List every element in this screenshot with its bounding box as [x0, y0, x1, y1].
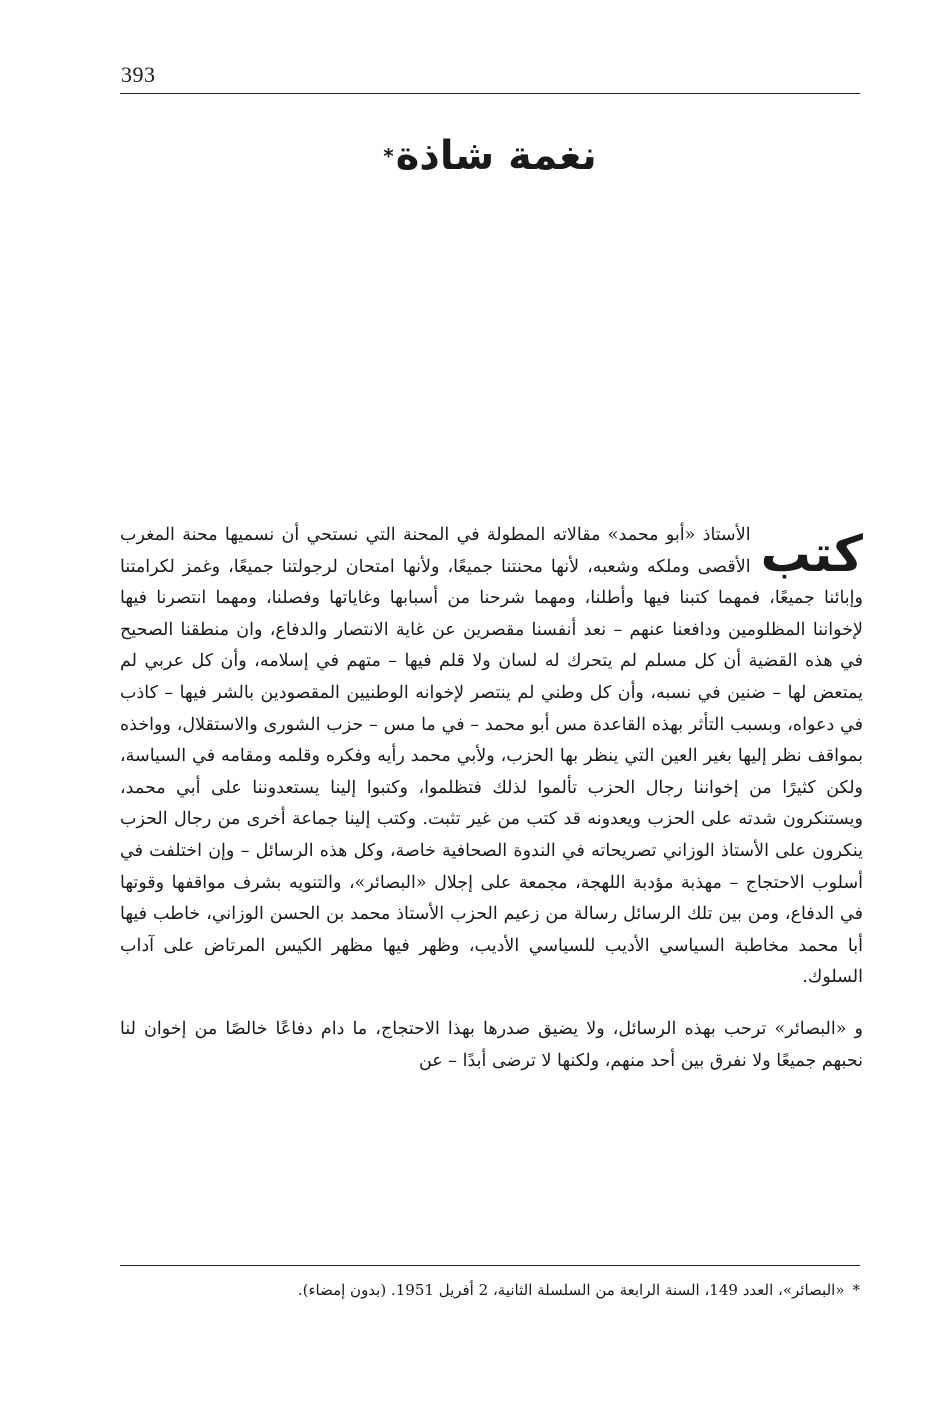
article-body [120, 520, 863, 1077]
article-title [120, 128, 860, 184]
paragraph-1 [120, 520, 863, 994]
article-title-text: نغمة شاذة [395, 133, 597, 179]
paragraph-1-text: الأستاذ «أبو محمد» مقالاته المطولة في المحنة التي نستحي أن نسميها محنة المغرب الأقصى وملكه وشعبه، لأنها محنتنا جميعًا، ولأنها امتحان لرجولتنا جميعًا، وغمز لكرامتنا وإبائنا جميعًا، فمهما كتبنا فيها وأطلنا، ومهما شرحنا من أسبابها وغاياتها وفصلنا، ومهما انتصرنا فيها لإخواننا المظلومين ودافعنا عنهم – نعد أنفسنا مقصرين عن غاية الانتصار والدفاع، وان منطقنا الصحيح في هذه القضية أن كل مسلم لم يتحرك له لسان ولا قلم فيها – متهم في إسلامه، وأن كل عربي لم يمتعض لها – ضنين في نسبه، وأن كل وطني لم ينتصر لإخوانه الوطنيين المقصودين بالشر فيها – كاذب في دعواه، وبسبب التأثر بهذه القاعدة مس أبو محمد – في ما مس – حزب الشورى والاستقلال، وواخذه بمواقف نظر إليها بغير العين التي ينظر بها الحزب، ولأبي محمد رأيه وفكره وقلمه ومقامه في السياسة، ولكن كثيرًا من إخواننا رجال الحزب تألموا لذلك فتظلموا، وكتبوا إلينا يستعدوننا على أبي محمد، ويستنكرون شدته على الحزب ويعدونه قد كتب من غير تثبت. وكتب إلينا جماعة أخرى من رجال الحزب ينكرون على الأستاذ الوزاني تصريحاته في الندوة الصحافية خاصة، وكل هذه الرسائل – وإن اختلفت في أسلوب الاحتجاج – مهذبة مؤدبة اللهجة، مجمعة على إجلال «البصائر»، والتنويه بشرف مواقفها وقوتها في الدفاع، ومن بين تلك الرسائل رسالة من زعيم الحزب الأستاذ محمد بن الحسن الوزاني، خاطب فيها أبا محمد مخاطبة السياسي الأديب للسياسي الأديب، وظهر فيها مظهر الكيس المرتاض على آداب السلوك. [120, 525, 863, 988]
header-rule [120, 93, 860, 94]
footnote [120, 1278, 860, 1302]
footnote-rule [120, 1265, 860, 1266]
footnote-text: «البصائر»، العدد 149، السنة الرابعة من السلسلة الثانية، 2 أفريل 1951. (بدون إمضاء). [297, 1281, 845, 1299]
title-footnote-marker: * [383, 144, 394, 168]
page-number: 393 [121, 62, 156, 87]
footnote-marker: * [852, 1281, 860, 1299]
paragraph-2: و «البصائر» ترحب بهذه الرسائل، ولا يضيق صدرها بهذا الاحتجاج، ما دام دفاعًا خالصًا من إخوان لنا نحبهم جميعًا ولا نفرق بين أحد منهم، ولكنها لا ترضى أبدًا – عن [120, 1018, 863, 1071]
drop-cap: كتب [760, 525, 863, 583]
